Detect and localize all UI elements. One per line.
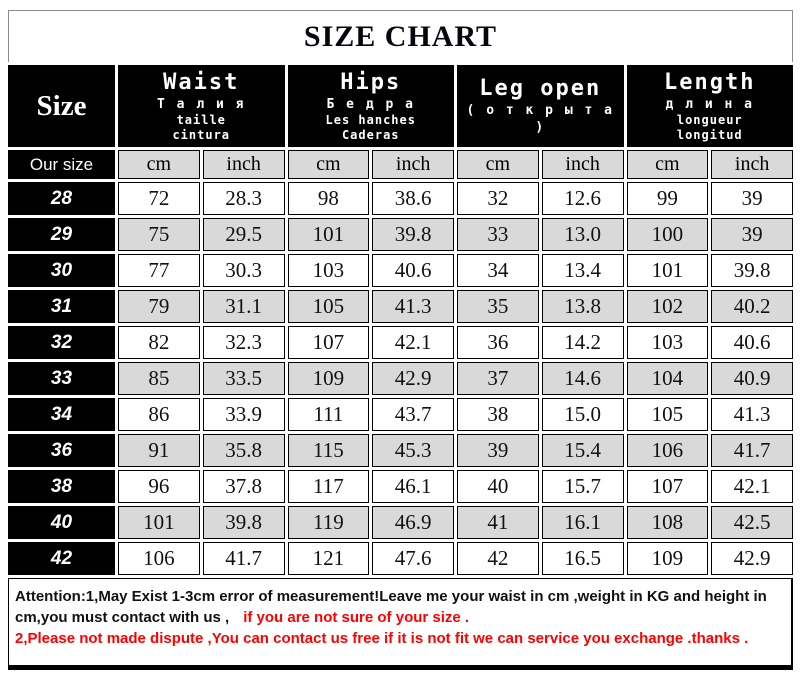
value-cell: 100 bbox=[627, 218, 709, 251]
value-cell: 13.0 bbox=[542, 218, 624, 251]
value-cell: 37 bbox=[457, 362, 539, 395]
size-cell: 32 bbox=[8, 326, 115, 359]
value-cell: 39.8 bbox=[711, 254, 793, 287]
hips-label-ru: Б е д р а bbox=[326, 96, 415, 112]
value-cell: 14.2 bbox=[542, 326, 624, 359]
value-cell: 85 bbox=[118, 362, 200, 395]
table-row bbox=[8, 506, 793, 539]
table-row bbox=[8, 182, 793, 215]
table-row bbox=[8, 254, 793, 287]
length-column-group bbox=[627, 65, 794, 147]
value-cell: 47.6 bbox=[372, 542, 454, 575]
unit-label-cm: cm bbox=[288, 150, 370, 179]
table-row bbox=[8, 290, 793, 323]
value-cell: 46.1 bbox=[372, 470, 454, 503]
value-cell: 32 bbox=[457, 182, 539, 215]
value-cell: 13.8 bbox=[542, 290, 624, 323]
value-cell: 41 bbox=[457, 506, 539, 539]
value-cell: 39 bbox=[457, 434, 539, 467]
value-cell: 38.6 bbox=[372, 182, 454, 215]
leg-open-label-ru: ( о т к р ы т а ) bbox=[466, 103, 614, 135]
value-cell: 46.9 bbox=[372, 506, 454, 539]
value-cell: 39 bbox=[711, 182, 793, 215]
waist-label-ru: Т а л и я bbox=[157, 96, 246, 112]
value-cell: 40.9 bbox=[711, 362, 793, 395]
table-row bbox=[8, 362, 793, 395]
length-label-fr: longueur bbox=[676, 112, 743, 127]
value-cell: 28.3 bbox=[203, 182, 285, 215]
value-cell: 41.7 bbox=[711, 434, 793, 467]
value-cell: 108 bbox=[627, 506, 709, 539]
value-cell: 33.9 bbox=[203, 398, 285, 431]
value-cell: 101 bbox=[627, 254, 709, 287]
value-cell: 37.8 bbox=[203, 470, 285, 503]
size-cell: 30 bbox=[8, 254, 115, 287]
length-label-es: longitud bbox=[676, 127, 743, 142]
table-row bbox=[8, 218, 793, 251]
size-cell: 34 bbox=[8, 398, 115, 431]
length-label-ru: д л и н а bbox=[665, 96, 754, 112]
attention-line-3: 2,Please not made dispute ,You can contact us free if it is not fit we can service you exchange .thanks . bbox=[15, 630, 749, 647]
value-cell: 117 bbox=[288, 470, 370, 503]
unit-label-inch: inch bbox=[542, 150, 624, 179]
size-cell: 40 bbox=[8, 506, 115, 539]
waist-label-es: cintura bbox=[172, 127, 231, 142]
value-cell: 86 bbox=[118, 398, 200, 431]
value-cell: 79 bbox=[118, 290, 200, 323]
value-cell: 109 bbox=[288, 362, 370, 395]
value-cell: 15.4 bbox=[542, 434, 624, 467]
hips-label-fr: Les hanches bbox=[325, 112, 416, 127]
table-row bbox=[8, 542, 793, 575]
value-cell: 32.3 bbox=[203, 326, 285, 359]
value-cell: 15.0 bbox=[542, 398, 624, 431]
waist-label: Waist bbox=[163, 69, 240, 95]
table-row bbox=[8, 398, 793, 431]
value-cell: 42.9 bbox=[372, 362, 454, 395]
value-cell: 16.5 bbox=[542, 542, 624, 575]
value-cell: 105 bbox=[627, 398, 709, 431]
value-cell: 33.5 bbox=[203, 362, 285, 395]
unit-label-cm: cm bbox=[627, 150, 709, 179]
value-cell: 103 bbox=[288, 254, 370, 287]
attention-line-1: Attention:1,May Exist 1-3cm error of measurement!Leave me your waist in cm ,weight in KG and height in bbox=[15, 588, 767, 605]
hips-label-es: Caderas bbox=[341, 127, 400, 142]
size-cell: 29 bbox=[8, 218, 115, 251]
value-cell: 33 bbox=[457, 218, 539, 251]
value-cell: 107 bbox=[627, 470, 709, 503]
value-cell: 107 bbox=[288, 326, 370, 359]
value-cell: 42 bbox=[457, 542, 539, 575]
value-cell: 39.8 bbox=[372, 218, 454, 251]
unit-label-cm: cm bbox=[457, 150, 539, 179]
title-box bbox=[8, 10, 793, 62]
value-cell: 101 bbox=[288, 218, 370, 251]
value-cell: 106 bbox=[627, 434, 709, 467]
size-chart-table bbox=[5, 62, 796, 578]
value-cell: 98 bbox=[288, 182, 370, 215]
size-table-body bbox=[8, 182, 793, 575]
table-row bbox=[8, 470, 793, 503]
value-cell: 36 bbox=[457, 326, 539, 359]
hips-column-group bbox=[288, 65, 455, 147]
value-cell: 111 bbox=[288, 398, 370, 431]
value-cell: 105 bbox=[288, 290, 370, 323]
value-cell: 41.3 bbox=[711, 398, 793, 431]
value-cell: 72 bbox=[118, 182, 200, 215]
unit-label-inch: inch bbox=[372, 150, 454, 179]
size-cell: 33 bbox=[8, 362, 115, 395]
attention-note bbox=[8, 578, 793, 670]
unit-header-row bbox=[8, 150, 793, 179]
attention-line-2-red: if you are not sure of your size . bbox=[243, 609, 470, 626]
value-cell: 115 bbox=[288, 434, 370, 467]
value-cell: 31.1 bbox=[203, 290, 285, 323]
value-cell: 42.5 bbox=[711, 506, 793, 539]
value-cell: 109 bbox=[627, 542, 709, 575]
table-row bbox=[8, 326, 793, 359]
value-cell: 35.8 bbox=[203, 434, 285, 467]
size-cell: 38 bbox=[8, 470, 115, 503]
table-row bbox=[8, 434, 793, 467]
value-cell: 45.3 bbox=[372, 434, 454, 467]
value-cell: 35 bbox=[457, 290, 539, 323]
value-cell: 38 bbox=[457, 398, 539, 431]
hips-label: Hips bbox=[340, 69, 402, 95]
value-cell: 39.8 bbox=[203, 506, 285, 539]
value-cell: 119 bbox=[288, 506, 370, 539]
value-cell: 39 bbox=[711, 218, 793, 251]
leg-open-column-group bbox=[457, 65, 624, 147]
value-cell: 104 bbox=[627, 362, 709, 395]
value-cell: 75 bbox=[118, 218, 200, 251]
leg-open-label: Leg open bbox=[479, 76, 602, 101]
unit-label-inch: inch bbox=[203, 150, 285, 179]
value-cell: 43.7 bbox=[372, 398, 454, 431]
value-cell: 14.6 bbox=[542, 362, 624, 395]
our-size-label: Our size bbox=[8, 150, 115, 179]
value-cell: 101 bbox=[118, 506, 200, 539]
value-cell: 42.1 bbox=[711, 470, 793, 503]
waist-column-group bbox=[118, 65, 285, 147]
length-label: Length bbox=[664, 69, 756, 95]
value-cell: 82 bbox=[118, 326, 200, 359]
value-cell: 30.3 bbox=[203, 254, 285, 287]
value-cell: 106 bbox=[118, 542, 200, 575]
size-cell: 28 bbox=[8, 182, 115, 215]
value-cell: 13.4 bbox=[542, 254, 624, 287]
attention-line-2-black: cm,you must contact with us , bbox=[15, 609, 230, 626]
value-cell: 103 bbox=[627, 326, 709, 359]
value-cell: 42.9 bbox=[711, 542, 793, 575]
value-cell: 12.6 bbox=[542, 182, 624, 215]
size-cell: 36 bbox=[8, 434, 115, 467]
value-cell: 34 bbox=[457, 254, 539, 287]
value-cell: 16.1 bbox=[542, 506, 624, 539]
size-column-header: Size bbox=[8, 65, 115, 147]
unit-label-cm: cm bbox=[118, 150, 200, 179]
value-cell: 102 bbox=[627, 290, 709, 323]
size-cell: 31 bbox=[8, 290, 115, 323]
value-cell: 41.7 bbox=[203, 542, 285, 575]
value-cell: 40 bbox=[457, 470, 539, 503]
unit-label-inch: inch bbox=[711, 150, 793, 179]
value-cell: 91 bbox=[118, 434, 200, 467]
value-cell: 96 bbox=[118, 470, 200, 503]
size-cell: 42 bbox=[8, 542, 115, 575]
group-header-row bbox=[8, 65, 793, 147]
value-cell: 99 bbox=[627, 182, 709, 215]
value-cell: 40.2 bbox=[711, 290, 793, 323]
value-cell: 77 bbox=[118, 254, 200, 287]
attention-line-2 bbox=[15, 607, 785, 628]
size-chart-page bbox=[8, 10, 793, 670]
page-title: SIZE CHART bbox=[303, 19, 498, 53]
value-cell: 41.3 bbox=[372, 290, 454, 323]
value-cell: 29.5 bbox=[203, 218, 285, 251]
value-cell: 15.7 bbox=[542, 470, 624, 503]
value-cell: 40.6 bbox=[711, 326, 793, 359]
waist-label-fr: taille bbox=[176, 112, 226, 127]
value-cell: 121 bbox=[288, 542, 370, 575]
value-cell: 40.6 bbox=[372, 254, 454, 287]
value-cell: 42.1 bbox=[372, 326, 454, 359]
